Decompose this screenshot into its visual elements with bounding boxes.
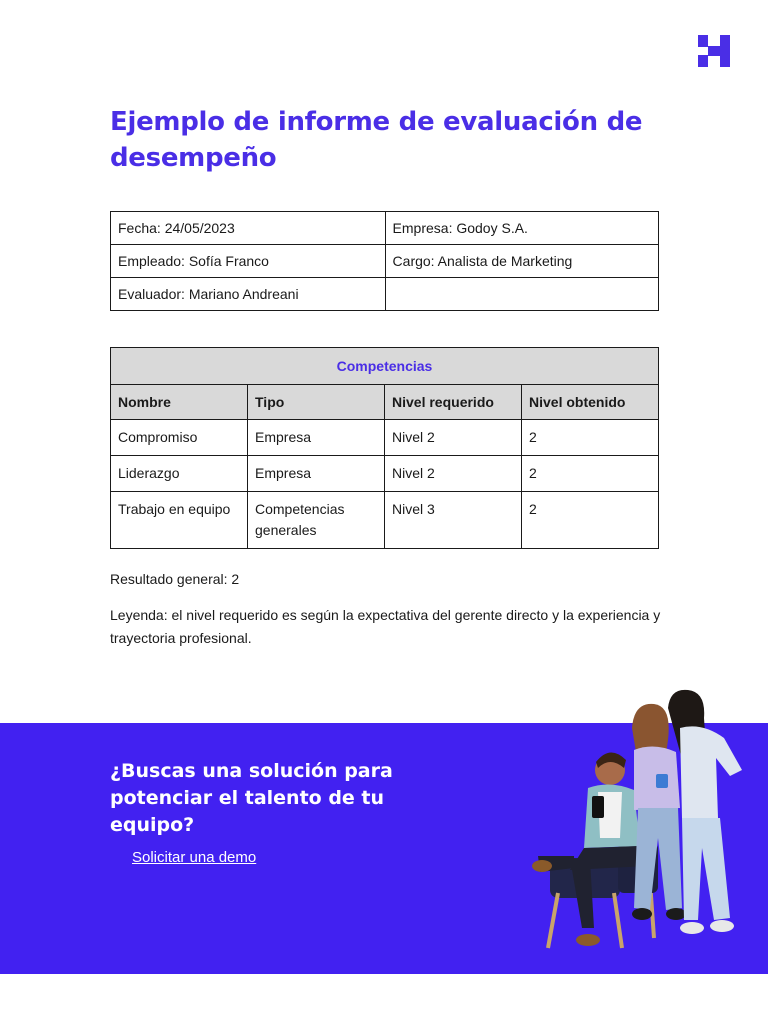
- table-cell: Empresa: [248, 456, 385, 492]
- table-row: [111, 212, 659, 245]
- table-row: [111, 456, 659, 492]
- position-cell: Cargo: Analista de Marketing: [385, 245, 658, 278]
- table-cell: 2: [522, 492, 659, 549]
- legend-text: Leyenda: el nivel requerido es según la expectativa del gerente directo y la experiencia y trayectoria profesional.: [110, 607, 661, 646]
- employee-cell: Empleado: Sofía Franco: [111, 245, 386, 278]
- table-cell: Competencias generales: [248, 492, 385, 549]
- company-cell: Empresa: Godoy S.A.: [385, 212, 658, 245]
- table-cell: Compromiso: [111, 420, 248, 456]
- table-cell: Nivel 2: [385, 456, 522, 492]
- table-row: [111, 420, 659, 456]
- table-cell: Nivel 3: [385, 492, 522, 549]
- table-cell: Nivel 2: [385, 420, 522, 456]
- evaluator-cell: Evaluador: Mariano Andreani: [111, 278, 386, 311]
- column-header: Nombre: [111, 385, 248, 420]
- info-table: [110, 211, 659, 311]
- column-header: Nivel obtenido: [522, 385, 659, 420]
- table-cell: Liderazgo: [111, 456, 248, 492]
- table-row: [111, 278, 659, 311]
- empty-cell: [385, 278, 658, 311]
- column-header: Nivel requerido: [385, 385, 522, 420]
- banner-title: ¿Buscas una solución para potenciar el talento de tu equipo?: [110, 760, 393, 836]
- table-cell: 2: [522, 420, 659, 456]
- table-caption-row: [111, 348, 659, 385]
- request-demo-link[interactable]: Solicitar una demo: [132, 849, 257, 866]
- date-cell: Fecha: 24/05/2023: [111, 212, 386, 245]
- table-cell: Trabajo en equipo: [111, 492, 248, 549]
- competencies-table: [110, 347, 659, 549]
- table-cell: 2: [522, 456, 659, 492]
- table-row: [111, 245, 659, 278]
- column-header-row: [111, 385, 659, 420]
- brand-logo-icon: [698, 35, 730, 67]
- page-title: Ejemplo de informe de evaluación de desempeño: [110, 107, 643, 173]
- competencies-heading: Competencias: [111, 348, 659, 385]
- table-cell: Empresa: [248, 420, 385, 456]
- overall-result: Resultado general: 2: [110, 571, 240, 587]
- table-row: [111, 492, 659, 549]
- column-header: Tipo: [248, 385, 385, 420]
- team-photo-illustration: [530, 688, 768, 974]
